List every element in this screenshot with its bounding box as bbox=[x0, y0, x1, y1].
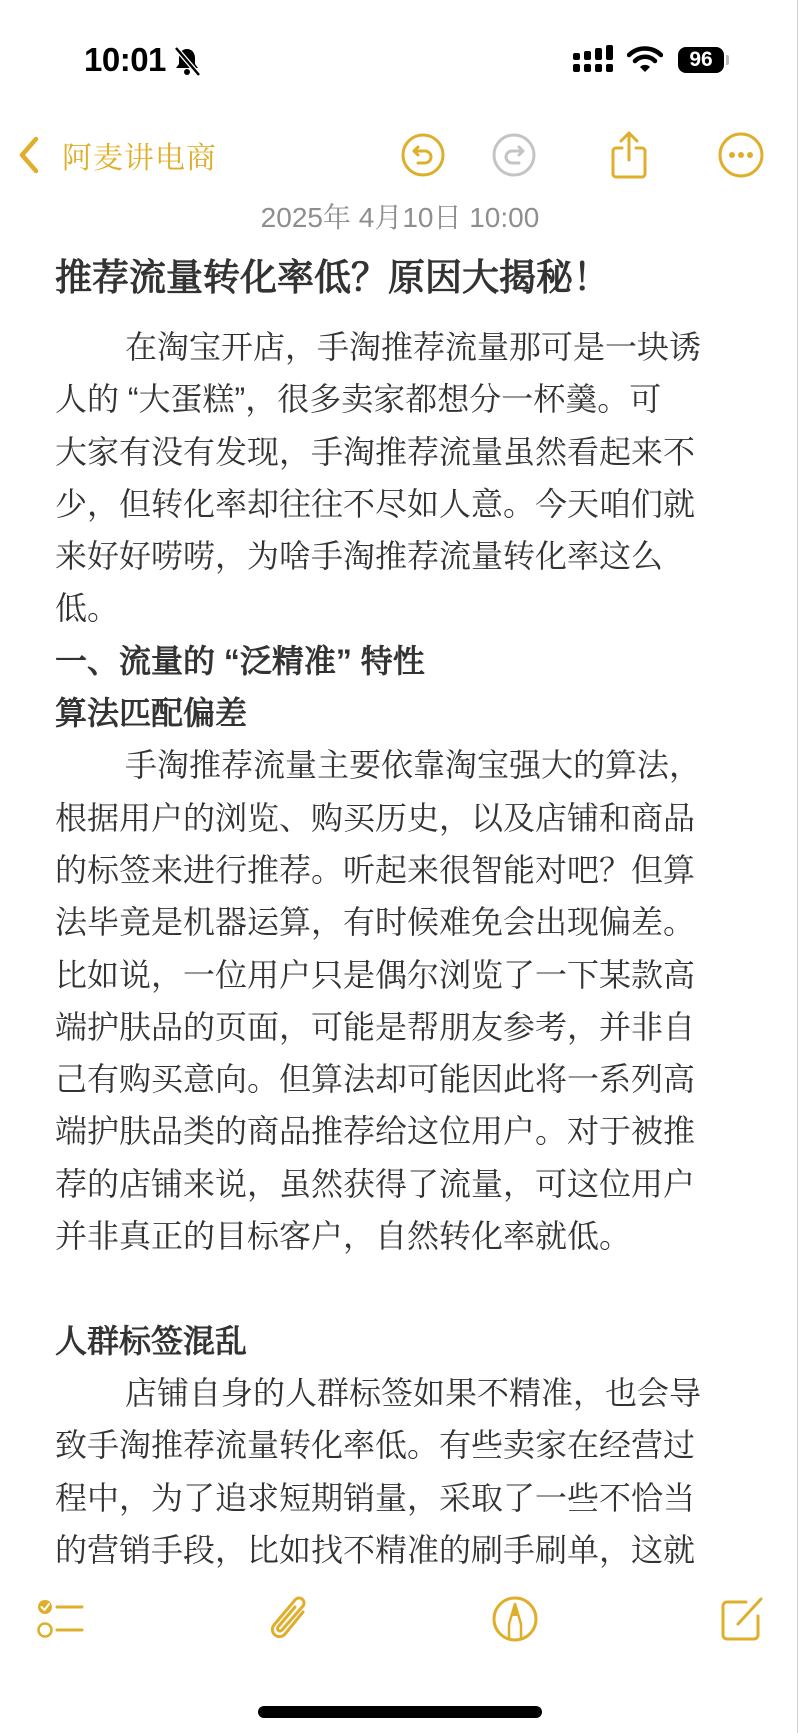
text-line: 手淘推荐流量主要依靠淘宝强大的算法， bbox=[125, 747, 702, 784]
chevron-left-icon bbox=[14, 133, 44, 177]
redo-button[interactable] bbox=[489, 130, 539, 180]
text-line: 端护肤品的页面，可能是帮朋友参考，并非自 bbox=[55, 1008, 696, 1045]
undo-button[interactable] bbox=[398, 130, 448, 180]
battery-nub bbox=[726, 55, 729, 65]
text-line: 端护肤品类的商品推荐给这位用户。对于被推 bbox=[55, 1113, 696, 1150]
text-line: 来好好唠唠，为啥手淘推荐流量转化率这么 bbox=[55, 538, 664, 575]
text-line: 店铺自身的人群标签如果不精准，也会导 bbox=[125, 1374, 702, 1411]
paperclip-icon bbox=[265, 1594, 315, 1644]
text-line: 大家有没有发现，手淘推荐流量虽然看起来不 bbox=[55, 433, 696, 470]
text-line: 的标签来进行推荐。听起来很智能对吧？但算 bbox=[55, 851, 696, 888]
back-label: 阿麦讲电商 bbox=[62, 142, 217, 175]
pen-tip-icon bbox=[490, 1594, 540, 1644]
text-line: 致手淘推荐流量转化率低。有些卖家在经营过 bbox=[55, 1427, 696, 1464]
note-date: 2025年 4月10日 10:00 bbox=[260, 202, 540, 233]
compose-icon bbox=[716, 1594, 766, 1644]
undo-icon bbox=[398, 130, 448, 180]
text-line: 荐的店铺来说，虽然获得了流量，可这位用户 bbox=[55, 1165, 696, 1202]
checklist-icon bbox=[36, 1594, 86, 1644]
text-line: 己有购买意向。但算法却可能因此将一系列高 bbox=[55, 1061, 696, 1098]
text-line: 在淘宝开店，手淘推荐流量那可是一块诱 bbox=[125, 329, 702, 365]
more-icon bbox=[716, 130, 766, 180]
checklist-button[interactable] bbox=[36, 1594, 86, 1644]
text-line: 根据用户的浏览、购买历史，以及店铺和商品 bbox=[55, 799, 696, 836]
text-line: 比如说，一位用户只是偶尔浏览了一下某款高 bbox=[55, 956, 696, 993]
text-line: 法毕竟是机器运算，有时候难免会出现偏差。 bbox=[55, 904, 696, 941]
text-line: 少，但转化率却往往不尽如人意。今天咱们就 bbox=[55, 485, 696, 522]
text-line: 的营销手段，比如找不精准的刷手刷单，这就 bbox=[55, 1531, 696, 1568]
paragraph-algorithm bbox=[55, 739, 745, 1262]
back-button[interactable] bbox=[14, 133, 217, 177]
battery-level: 96 bbox=[678, 47, 724, 73]
blank-line bbox=[55, 1262, 745, 1314]
cellular-signal-icon bbox=[573, 45, 615, 73]
home-indicator[interactable] bbox=[258, 1706, 542, 1718]
status-time: 10:01 bbox=[84, 41, 166, 78]
compose-button[interactable] bbox=[716, 1594, 766, 1644]
more-button[interactable] bbox=[716, 130, 766, 180]
section-heading: 一、流量的 “泛精准” 特性 bbox=[55, 642, 425, 679]
note-body[interactable] bbox=[55, 254, 745, 1576]
subsection-heading: 人群标签混乱 bbox=[55, 1322, 248, 1359]
window-edge bbox=[797, 0, 798, 1733]
paragraph-tags bbox=[55, 1367, 745, 1576]
subsection-heading: 算法匹配偏差 bbox=[55, 695, 248, 732]
text-line: 并非真正的目标客户，自然转化率就低。 bbox=[55, 1218, 632, 1255]
bell-slash-icon bbox=[170, 46, 204, 76]
text-line: 程中，为了追求短期销量，采取了一些不恰当 bbox=[55, 1479, 696, 1516]
markup-button[interactable] bbox=[490, 1594, 540, 1644]
paragraph-intro bbox=[55, 321, 745, 635]
share-button[interactable] bbox=[604, 130, 654, 180]
redo-icon bbox=[489, 130, 539, 180]
share-icon bbox=[604, 130, 654, 180]
note-title: 推荐流量转化率低？原因大揭秘！ bbox=[55, 257, 610, 298]
wifi-icon bbox=[627, 45, 663, 73]
text-line: 低。 bbox=[55, 590, 120, 627]
text-line: 人的 “大蛋糕”，很多卖家都想分一杯羹。可 bbox=[55, 381, 662, 418]
attachment-button[interactable] bbox=[265, 1594, 315, 1644]
